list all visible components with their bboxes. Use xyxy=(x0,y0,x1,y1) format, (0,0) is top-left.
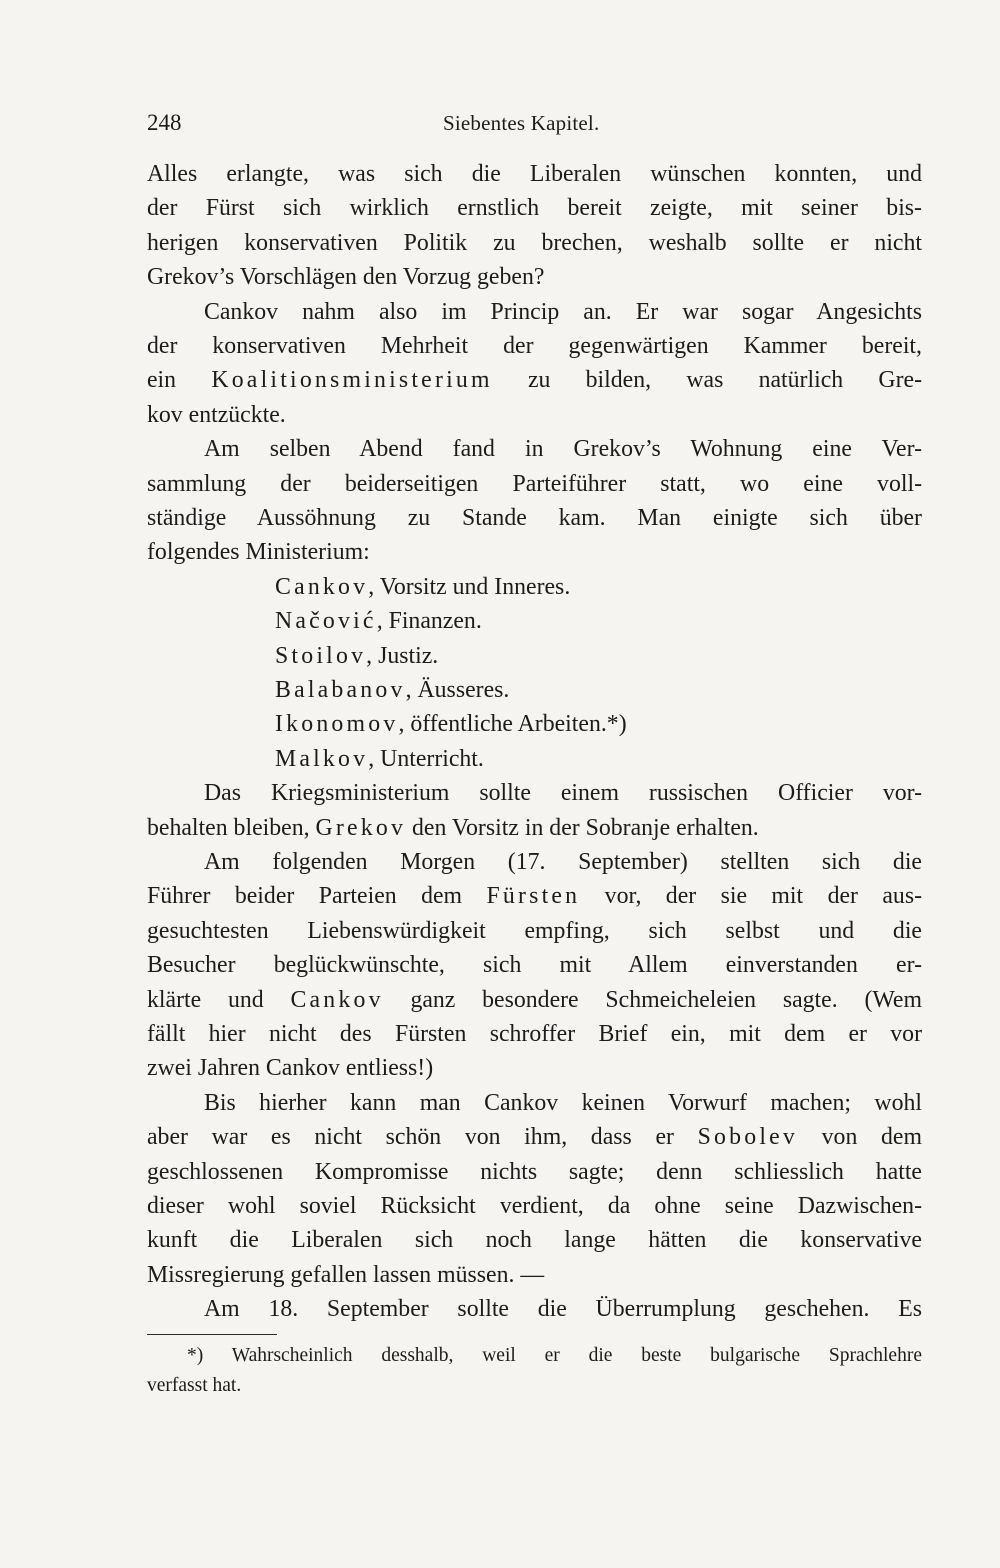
paragraph-start-line: Das Kriegsministerium sollte einem russischen Officier vor- xyxy=(204,780,922,807)
text-line: sammlung der beiderseitigen Parteiführer statt, wo eine voll- xyxy=(147,470,922,497)
minister-name: Ikonomov xyxy=(275,711,399,738)
minister-name: Balabanov xyxy=(275,677,406,703)
running-head: Siebentes Kapitel. xyxy=(443,111,600,135)
minister-name: Načović xyxy=(275,608,377,635)
text-line: der konservativen Mehrheit der gegenwärtigen Kammer bereit, xyxy=(147,333,922,359)
text-segment: von dem xyxy=(798,1124,922,1151)
minister-role: , Justiz. xyxy=(366,642,439,669)
text-line: Grekov’s Vorschlägen den Vorzug geben? xyxy=(147,264,545,291)
text-segment: zu bilden, was natürlich Gre- xyxy=(492,367,922,394)
footnote-line: verfasst hat. xyxy=(147,1375,242,1396)
page-number: 248 xyxy=(147,110,182,135)
minister-list-item xyxy=(275,742,922,776)
text-line: Alles erlangte, was sich die Liberalen wünschen konnten, und xyxy=(147,161,922,187)
minister-role: , öffentliche Arbeiten.*) xyxy=(398,711,627,738)
minister-list-item xyxy=(275,639,922,673)
text-line xyxy=(147,1120,922,1154)
minister-role: , Äusseres. xyxy=(405,677,510,703)
footnote-line: *) Wahrscheinlich desshalb, weil er die beste bulgarische Sprachlehre xyxy=(187,1345,922,1366)
minister-list-item xyxy=(275,604,922,638)
spaced-emphasis: Cankov xyxy=(290,986,384,1013)
minister-list-item xyxy=(275,707,922,741)
paragraph-start-line: Am selben Abend fand in Grekov’s Wohnung eine Ver- xyxy=(204,436,922,463)
text-line: fällt hier nicht des Fürsten schroffer Brief ein, mit dem er vor xyxy=(147,1021,922,1047)
minister-role: , Unterricht. xyxy=(368,745,484,772)
text-segment: ganz besondere Schmeicheleien sagte. (Wem xyxy=(383,986,923,1013)
minister-role: , Finanzen. xyxy=(376,608,482,635)
spaced-emphasis: Grekov xyxy=(315,814,407,841)
minister-list-item xyxy=(275,570,922,604)
minister-name: Malkov xyxy=(275,745,369,772)
text-line: der Fürst sich wirklich ernstlich bereit zeigte, mit seiner bis- xyxy=(147,195,922,222)
paragraph-start-line: Bis hierher kann man Cankov keinen Vorwurf machen; wohl xyxy=(204,1089,922,1116)
page-header xyxy=(147,108,922,142)
minister-list-item xyxy=(275,673,922,707)
text-line: ständige Aussöhnung zu Stande kam. Man einigte sich über xyxy=(147,505,922,531)
text-line: Besucher beglückwünschte, sich mit Allem einverstanden er- xyxy=(147,952,922,979)
text-line: folgendes Ministerium: xyxy=(147,539,370,566)
text-line: geschlossenen Kompromisse nichts sagte; denn schliesslich hatte xyxy=(147,1158,922,1185)
minister-name: Stoilov xyxy=(275,642,367,669)
footnote xyxy=(147,1341,922,1405)
text-line xyxy=(147,983,922,1017)
text-segment: den Vorsitz in der Sobranje erhalten. xyxy=(406,814,759,841)
text-line: kunft die Liberalen sich noch lange hätten die konservative xyxy=(147,1227,922,1254)
text-line: kov entzückte. xyxy=(147,401,286,428)
footnote-divider xyxy=(147,1334,277,1335)
paragraph-start-line: Am folgenden Morgen (17. September) stellten sich die xyxy=(204,849,922,875)
paragraph-start-line: Cankov nahm also im Princip an. Er war sogar Angesichts xyxy=(204,298,922,325)
text-line: zwei Jahren Cankov entliess!) xyxy=(147,1055,434,1082)
text-line xyxy=(147,363,922,397)
text-line: gesuchtesten Liebenswürdigkeit empfing, sich selbst und die xyxy=(147,917,922,944)
spaced-emphasis: Fürsten xyxy=(486,883,581,910)
text-line: Missregierung gefallen lassen müssen. — xyxy=(147,1261,545,1288)
text-line: dieser wohl soviel Rücksicht verdient, da ohne seine Dazwischen- xyxy=(147,1193,922,1219)
text-segment: ein xyxy=(147,367,212,394)
minister-name: Cankov xyxy=(275,573,369,600)
text-line: herigen konservativen Politik zu brechen, weshalb sollte er nicht xyxy=(147,229,922,256)
text-segment: behalten bleiben, xyxy=(147,814,316,841)
text-segment: Führer beider Parteien dem xyxy=(147,883,487,910)
text-segment: aber war es nicht schön von ihm, dass er xyxy=(147,1124,698,1151)
spaced-emphasis: Sobolev xyxy=(697,1124,798,1151)
text-line xyxy=(147,811,922,845)
text-line xyxy=(147,879,922,913)
paragraph-start-line: Am 18. September sollte die Überrumplung geschehen. Es xyxy=(204,1296,922,1323)
text-segment: klärte und xyxy=(147,986,291,1013)
text-segment: vor, der sie mit der aus- xyxy=(580,883,923,910)
minister-role: , Vorsitz und Inneres. xyxy=(368,573,571,600)
spaced-emphasis: Koalitionsministerium xyxy=(211,367,493,394)
body-text xyxy=(147,157,922,1322)
